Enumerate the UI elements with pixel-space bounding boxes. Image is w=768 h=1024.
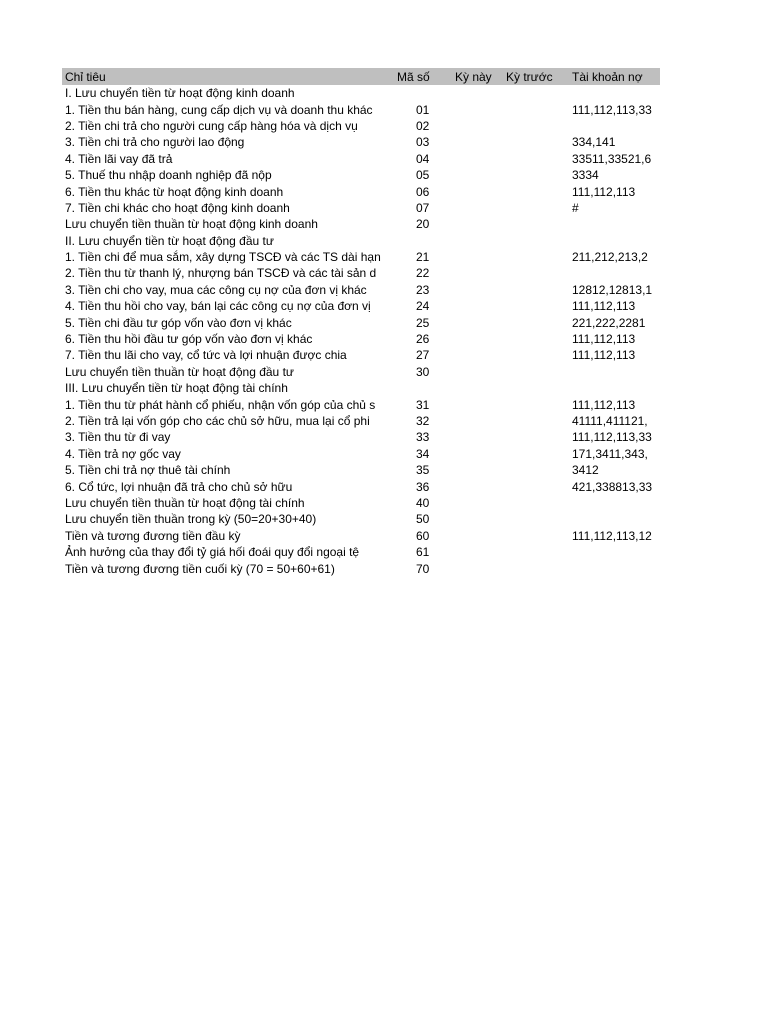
table-row xyxy=(62,101,660,117)
row-name: Lưu chuyển tiền thuần từ hoạt động tài chính xyxy=(65,495,305,510)
table-row xyxy=(62,544,660,560)
row-name: 6. Cổ tức, lợi nhuận đã trả cho chủ sở hữu xyxy=(65,479,293,494)
row-code: 32 xyxy=(416,414,430,428)
row-name: 5. Thuế thu nhập doanh nghiệp đã nộp xyxy=(65,168,272,183)
row-name: Ảnh hưởng của thay đổi tỷ giá hối đoái quy đổi ngoại tệ xyxy=(65,545,360,560)
row-name: 4. Tiền lãi vay đã trả xyxy=(65,151,173,166)
row-debit-account: 421,338813,33 xyxy=(572,479,653,494)
row-name: Tiền và tương đương tiền cuối kỳ (70 = 50+60+61) xyxy=(65,561,335,576)
row-code: 03 xyxy=(416,135,430,150)
table-body xyxy=(62,85,660,577)
row-debit-account: 3412 xyxy=(572,463,599,478)
header-name: Chỉ tiêu xyxy=(65,69,106,84)
row-name: 3. Tiền chi cho vay, mua các công cụ nợ của đơn vị khác xyxy=(65,282,367,297)
table-row xyxy=(62,347,660,363)
table-row xyxy=(62,511,660,527)
row-debit-account: 111,112,113,12 xyxy=(572,528,652,543)
table-header-row xyxy=(62,68,660,85)
row-name: 5. Tiền chi đầu tư góp vốn vào đơn vị khác xyxy=(65,315,292,330)
row-name: 7. Tiền chi khác cho hoạt động kinh doanh xyxy=(65,200,290,215)
row-name: 5. Tiền chi trả nợ thuê tài chính xyxy=(65,463,231,478)
row-name: 3. Tiền thu từ đi vay xyxy=(65,430,171,445)
header-previous-period: Kỳ trước xyxy=(506,69,553,84)
row-debit-account: 111,112,113 xyxy=(572,299,636,314)
row-debit-account: 111,112,113 xyxy=(572,397,636,412)
row-debit-account: 211,212,213,2 xyxy=(572,250,648,265)
row-debit-account: 111,112,113 xyxy=(572,184,636,199)
row-code: 31 xyxy=(416,397,430,412)
row-name: II. Lưu chuyển tiền từ hoạt động đầu tư xyxy=(65,233,274,248)
row-code: 35 xyxy=(416,463,430,478)
table-row xyxy=(62,134,660,150)
row-debit-account: 3334 xyxy=(572,168,599,183)
row-code: 33 xyxy=(416,430,430,445)
row-debit-account: # xyxy=(572,200,579,215)
row-code: 27 xyxy=(416,348,430,363)
cash-flow-table xyxy=(62,68,660,577)
row-code: 23 xyxy=(416,282,430,297)
row-code: 61 xyxy=(416,545,430,560)
row-name: I. Lưu chuyển tiền từ hoạt động kinh doanh xyxy=(65,86,295,101)
table-row xyxy=(62,216,660,232)
table-row xyxy=(62,462,660,478)
row-name: 7. Tiền thu lãi cho vay, cổ tức và lợi nhuận được chia xyxy=(65,348,347,363)
table-row xyxy=(62,314,660,330)
table-row xyxy=(62,200,660,216)
row-name: 2. Tiền chi trả cho người cung cấp hàng hóa và dịch vụ xyxy=(65,118,358,133)
row-code: 70 xyxy=(416,561,430,576)
table-row xyxy=(62,528,660,544)
row-name: 1. Tiền thu từ phát hành cổ phiếu, nhận vốn góp của chủ s xyxy=(65,397,376,412)
row-name: Lưu chuyển tiền thuần từ hoạt động đầu tư xyxy=(65,364,294,379)
row-debit-account: 111,112,113,33 xyxy=(572,102,652,117)
row-debit-account: 12812,12813,1 xyxy=(572,282,653,297)
table-row xyxy=(62,380,660,396)
row-code: 34 xyxy=(416,446,430,461)
row-code: 22 xyxy=(416,266,430,281)
table-row xyxy=(62,396,660,412)
table-row xyxy=(62,233,660,249)
row-name: 6. Tiền thu hồi đầu tư góp vốn vào đơn vị khác xyxy=(65,332,313,347)
table-row xyxy=(62,446,660,462)
row-debit-account: 111,112,113 xyxy=(572,332,636,347)
row-name: 4. Tiền trả nợ gốc vay xyxy=(65,446,181,461)
row-code: 04 xyxy=(416,151,430,166)
row-code: 40 xyxy=(416,495,430,510)
table-row xyxy=(62,495,660,511)
table-row xyxy=(62,478,660,494)
table-row xyxy=(62,298,660,314)
row-name: Tiền và tương đương tiền đầu kỳ xyxy=(65,528,241,543)
row-debit-account: 334,141 xyxy=(572,135,616,150)
row-name: 1. Tiền thu bán hàng, cung cấp dịch vụ và doanh thu khác xyxy=(65,102,373,117)
row-code: 01 xyxy=(416,102,430,117)
table-row xyxy=(62,282,660,298)
table-row xyxy=(62,265,660,281)
row-code: 36 xyxy=(416,479,430,494)
row-debit-account: 171,3411,343, xyxy=(572,446,648,461)
row-name: Lưu chuyển tiền thuần từ hoạt động kinh doanh xyxy=(65,217,318,232)
row-code: 50 xyxy=(416,512,430,527)
table-row xyxy=(62,331,660,347)
table-row xyxy=(62,183,660,199)
row-name: 4. Tiền thu hồi cho vay, bán lại các công cụ nợ của đơn vị xyxy=(65,299,371,314)
table-row xyxy=(62,151,660,167)
table-row xyxy=(62,413,660,429)
row-code: 05 xyxy=(416,168,430,183)
row-code: 02 xyxy=(416,118,430,133)
row-code: 06 xyxy=(416,184,430,199)
header-code: Mã số xyxy=(397,69,430,84)
row-name: 2. Tiền trả lại vốn góp cho các chủ sở hữu, mua lại cổ phi xyxy=(65,414,370,428)
row-debit-account: 221,222,2281 xyxy=(572,315,646,330)
table-row xyxy=(62,429,660,445)
row-name: Lưu chuyển tiền thuần trong kỳ (50=20+30+40) xyxy=(65,512,317,527)
row-name: 2. Tiền thu từ thanh lý, nhượng bán TSCĐ và các tài sản d xyxy=(65,266,377,281)
header-debit-account: Tài khoản nợ xyxy=(572,69,643,84)
row-debit-account: 111,112,113 xyxy=(572,348,636,363)
row-debit-account: 111,112,113,33 xyxy=(572,430,652,445)
row-code: 24 xyxy=(416,299,430,314)
row-name: III. Lưu chuyển tiền từ hoạt động tài chính xyxy=(65,381,288,396)
table-row xyxy=(62,118,660,134)
table-row xyxy=(62,167,660,183)
table-row xyxy=(62,85,660,101)
row-code: 26 xyxy=(416,332,430,347)
row-name: 6. Tiền thu khác từ hoạt động kinh doanh xyxy=(65,184,284,199)
row-debit-account: 33511,33521,6 xyxy=(572,151,652,166)
table-row xyxy=(62,560,660,576)
row-code: 25 xyxy=(416,315,430,330)
header-current-period: Kỳ này xyxy=(455,69,492,84)
table-row xyxy=(62,249,660,265)
row-name: 1. Tiền chi để mua sắm, xây dựng TSCĐ và các TS dài hạn xyxy=(65,250,381,265)
row-code: 21 xyxy=(416,250,430,265)
row-debit-account: 41111,411121, xyxy=(572,414,648,428)
row-code: 30 xyxy=(416,364,430,379)
table-row xyxy=(62,364,660,380)
row-name: 3. Tiền chi trả cho người lao động xyxy=(65,135,245,150)
row-code: 07 xyxy=(416,200,430,215)
row-code: 20 xyxy=(416,217,430,232)
row-code: 60 xyxy=(416,528,430,543)
